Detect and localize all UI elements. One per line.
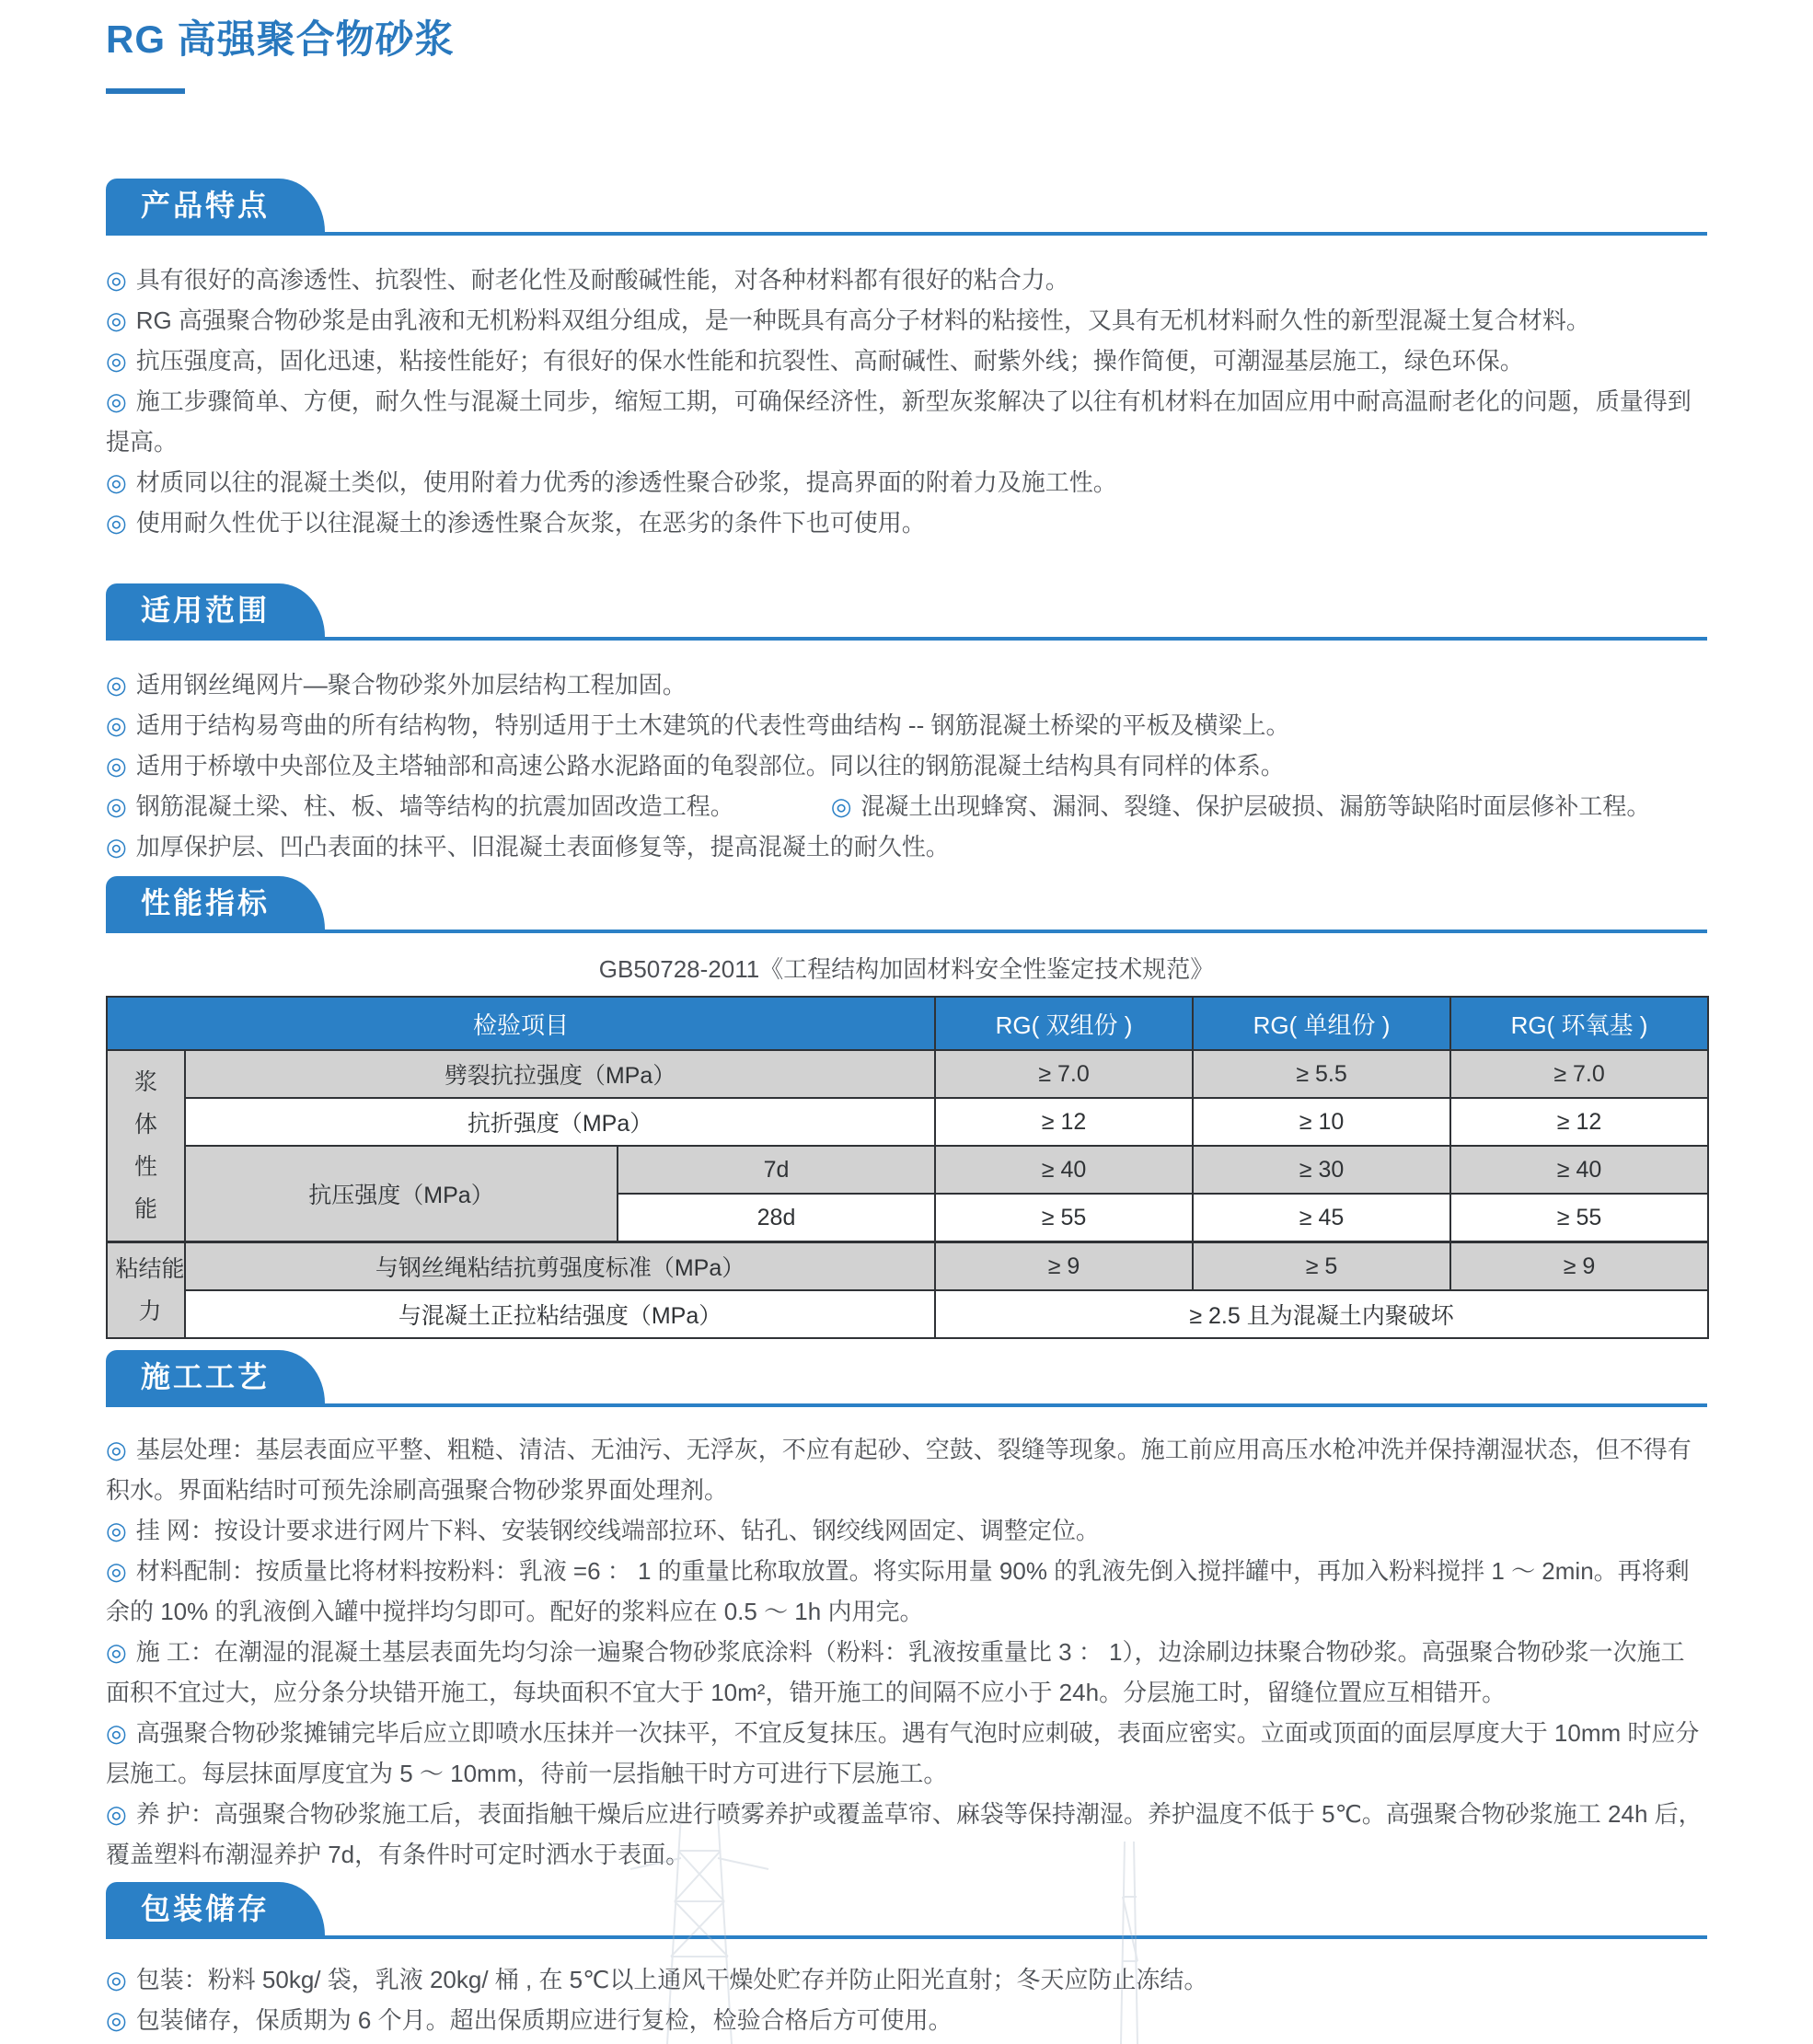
packaging-bullet-list <box>106 1959 1707 2040</box>
header-cell-rg-two-component: RG( 双组份 ) <box>935 997 1193 1050</box>
features-heading-badge: 产品特点 <box>106 179 325 232</box>
bullet-text: RG 高强聚合物砂浆是由乳液和无机粉料双组分组成，是一种既具有高分子材料的粘接性，又具有无机材料耐久性的新型混凝土复合材料。 <box>135 306 1590 334</box>
bullet-icon: ◎ <box>106 306 127 334</box>
bullet-text: 使用耐久性优于以往混凝土的渗透性聚合灰浆，在恶劣的条件下也可使用。 <box>135 509 926 537</box>
bullet-item <box>106 1794 1707 1875</box>
bullet-icon: ◎ <box>106 711 127 739</box>
bullet-item <box>106 260 1707 300</box>
bullet-icon: ◎ <box>106 2006 127 2034</box>
bullet-item <box>106 1959 1707 2000</box>
bullet-text: 施 工：在潮湿的混凝土基层表面先均匀涂一遍聚合物砂浆底涂料（粉料：乳液按重量比 3 ： 1），边涂刷边抹聚合物砂浆。高强聚合物砂浆一次施工面积不宜过大，应分条分块错开施工，每块面积不宜大于 10m²，错开施工的间隔不应小于 24h。分层施工时，留缝位置应互相错开。 <box>106 1638 1685 1706</box>
bullet-item <box>106 1551 1707 1632</box>
scope-bullet-list <box>106 664 1707 867</box>
cell-compressive-label: 抗压强度（MPa） <box>185 1146 618 1242</box>
bullet-icon: ◎ <box>106 833 127 860</box>
bullet-text: 钢筋混凝土梁、柱、板、墙等结构的抗震加固改造工程。 <box>135 792 734 820</box>
cell-value: ≥ 30 <box>1193 1146 1450 1194</box>
bullet-icon: ◎ <box>106 671 127 699</box>
cell-value: ≥ 9 <box>1450 1242 1708 1291</box>
cell-value: ≥ 12 <box>1450 1098 1708 1146</box>
table-header-row <box>107 997 1708 1050</box>
cell-value: ≥ 55 <box>935 1194 1193 1242</box>
bullet-item <box>106 705 1707 745</box>
bullet-item <box>106 341 1707 381</box>
bullet-text: 适用于桥墩中央部位及主塔轴部和高速公路水泥路面的龟裂部位。同以往的钢筋混凝土结构具有同样的体系。 <box>135 752 1285 779</box>
bullet-item <box>106 1632 1707 1713</box>
features-bullet-list <box>106 260 1707 543</box>
bullet-item <box>106 1510 1707 1551</box>
bullet-icon: ◎ <box>106 1800 127 1828</box>
bullet-icon: ◎ <box>106 1557 127 1585</box>
side-label-bond-capacity: 粘结能力 <box>107 1242 185 1339</box>
header-cell-rg-epoxy: RG( 环氧基 ) <box>1450 997 1708 1050</box>
bullet-icon: ◎ <box>830 792 852 820</box>
bullet-item <box>106 300 1707 341</box>
bullet-text: 基层处理：基层表面应平整、粗糙、清洁、无油污、无浮灰，不应有起砂、空鼓、裂缝等现象。施工前应用高压水枪冲洗并保持潮湿状态，但不得有积水。界面粘结时可预先涂刷高强聚合物砂浆界面处理剂。 <box>106 1436 1692 1504</box>
cell-value: ≥ 9 <box>935 1242 1193 1291</box>
process-heading-badge: 施工工艺 <box>106 1350 325 1403</box>
bullet-text: 材料配制：按质量比将材料按粉料：乳液 =6 ： 1 的重量比称取放置。将实际用量 90% 的乳液先倒入搅拌罐中，再加入粉料搅拌 1 ～ 2min。再将剩余的 10% 的乳液倒入罐中搅拌均匀即可。配好的浆料应在 0.5 ～ 1h 内用完。 <box>106 1557 1690 1625</box>
bullet-text: 施工步骤简单、方便，耐久性与混凝土同步，缩短工期，可确保经济性，新型灰浆解决了以往有机材料在加固应用中耐高温耐老化的问题，质量得到提高。 <box>106 387 1692 456</box>
bullet-text: 包装：粉料 50kg/ 袋，乳液 20kg/ 桶 , 在 5℃以上通风干燥处贮存并防止阳光直射；冬天应防止冻结。 <box>135 1966 1208 1993</box>
bullet-text: 混凝土出现蜂窝、漏洞、裂缝、保护层破损、漏筋等缺陷时面层修补工程。 <box>860 792 1651 820</box>
title-underline <box>106 88 185 94</box>
performance-heading-badge: 性能指标 <box>106 876 325 930</box>
cell-value: ≥ 5 <box>1193 1242 1450 1291</box>
cell-value: ≥ 7.0 <box>1450 1050 1708 1098</box>
table-row-compressive-7d <box>107 1146 1708 1194</box>
cell-age-28d: 28d <box>618 1194 935 1242</box>
packaging-heading-badge: 包装储存 <box>106 1882 325 1935</box>
section-header-scope <box>106 583 1707 641</box>
bullet-item <box>106 826 1707 867</box>
bullet-text: 抗压强度高，固化迅速，粘接性能好；有很好的保水性能和抗裂性、高耐碱性、耐紫外线；操作简便，可潮湿基层施工，绿色环保。 <box>135 347 1524 375</box>
cell-value: ≥ 10 <box>1193 1098 1450 1146</box>
bullet-icon: ◎ <box>106 387 127 415</box>
bullet-text: 适用于结构易弯曲的所有结构物，特别适用于土木建筑的代表性弯曲结构 -- 钢筋混凝土桥梁的平板及横梁上。 <box>135 711 1290 739</box>
scope-heading-badge: 适用范围 <box>106 583 325 637</box>
cell-splitting-tensile-label: 劈裂抗拉强度（MPa） <box>185 1050 935 1098</box>
bullet-item-pair <box>106 786 1707 826</box>
section-header-features <box>106 179 1707 236</box>
bullet-item <box>106 664 1707 705</box>
process-bullet-list <box>106 1429 1707 1875</box>
bullet-text: 加厚保护层、凹凸表面的抹平、旧混凝土表面修复等，提高混凝土的耐久性。 <box>135 833 950 860</box>
section-header-performance <box>106 876 1707 933</box>
section-header-process <box>106 1350 1707 1407</box>
bullet-icon: ◎ <box>106 792 127 820</box>
bullet-item <box>831 786 1651 826</box>
bullet-item <box>106 462 1707 502</box>
cell-value: ≥ 12 <box>935 1098 1193 1146</box>
bullet-icon: ◎ <box>106 509 127 537</box>
cell-age-7d: 7d <box>618 1146 935 1194</box>
bullet-text: 材质同以往的混凝土类似，使用附着力优秀的渗透性聚合砂浆，提高界面的附着力及施工性。 <box>135 468 1117 496</box>
bullet-item <box>106 502 1707 543</box>
page-title: RG 高强聚合物砂浆 <box>106 17 455 61</box>
bullet-text: 挂 网：按设计要求进行网片下料、安装钢绞线端部拉环、钻孔、钢绞线网固定、调整定位。 <box>135 1517 1100 1544</box>
bullet-icon: ◎ <box>106 752 127 779</box>
bullet-item <box>106 1429 1707 1510</box>
cell-normal-bond-merged-value: ≥ 2.5 且为混凝土内聚破坏 <box>935 1290 1708 1338</box>
bullet-icon: ◎ <box>106 347 127 375</box>
bullet-item <box>106 381 1707 462</box>
bullet-icon: ◎ <box>106 1966 127 1993</box>
bullet-icon: ◎ <box>106 1719 127 1747</box>
bullet-icon: ◎ <box>106 1517 127 1544</box>
bullet-item <box>106 786 734 826</box>
bullet-icon: ◎ <box>106 1436 127 1463</box>
table-row-splitting-tensile <box>107 1050 1708 1098</box>
table-row-flexural <box>107 1098 1708 1146</box>
cell-value: ≥ 40 <box>935 1146 1193 1194</box>
performance-table <box>106 996 1709 1339</box>
header-cell-rg-single-component: RG( 单组份 ) <box>1193 997 1450 1050</box>
bullet-text: 具有很好的高渗透性、抗裂性、耐老化性及耐酸碱性能，对各种材料都有很好的粘合力。 <box>135 266 1069 294</box>
side-label-slurry-performance: 浆体性能 <box>107 1050 185 1242</box>
bullet-item <box>106 2000 1707 2040</box>
section-header-packaging <box>106 1882 1707 1939</box>
cell-flexural-label: 抗折强度（MPa） <box>185 1098 935 1146</box>
bullet-icon: ◎ <box>106 1638 127 1666</box>
cell-value: ≥ 40 <box>1450 1146 1708 1194</box>
cell-shear-bond-label: 与钢丝绳粘结抗剪强度标准（MPa） <box>185 1242 935 1291</box>
bullet-item <box>106 745 1707 786</box>
cell-value: ≥ 5.5 <box>1193 1050 1450 1098</box>
cell-value: ≥ 45 <box>1193 1194 1450 1242</box>
table-row-shear-bond <box>107 1242 1708 1291</box>
table-row-normal-bond <box>107 1290 1708 1338</box>
cell-value: ≥ 7.0 <box>935 1050 1193 1098</box>
bullet-text: 高强聚合物砂浆摊铺完毕后应立即喷水压抹并一次抹平，不宜反复抹压。遇有气泡时应刺破，表面应密实。立面或顶面的面层厚度大于 10mm 时应分层施工。每层抹面厚度宜为 5 ～ 10mm，待前一层指触干时方可进行下层施工。 <box>106 1719 1700 1787</box>
bullet-text: 适用钢丝绳网片—聚合物砂浆外加层结构工程加固。 <box>135 671 687 699</box>
bullet-text: 包装储存，保质期为 6 个月。超出保质期应进行复检，检验合格后方可使用。 <box>135 2006 953 2034</box>
cell-value: ≥ 55 <box>1450 1194 1708 1242</box>
standard-caption: GB50728-2011《工程结构加固材料安全性鉴定技术规范》 <box>598 955 1215 983</box>
bullet-text: 养 护：高强聚合物砂浆施工后，表面指触干燥后应进行喷雾养护或覆盖草帘、麻袋等保持潮湿。养护温度不低于 5℃。高强聚合物砂浆施工 24h 后，覆盖塑料布潮湿养护 7d，有条件时可定时洒水于表面。 <box>106 1800 1703 1868</box>
bullet-icon: ◎ <box>106 266 127 294</box>
bullet-icon: ◎ <box>106 468 127 496</box>
cell-normal-bond-label: 与混凝土正拉粘结强度（MPa） <box>185 1290 935 1338</box>
header-cell-inspection-item: 检验项目 <box>107 997 935 1050</box>
bullet-item <box>106 1713 1707 1794</box>
